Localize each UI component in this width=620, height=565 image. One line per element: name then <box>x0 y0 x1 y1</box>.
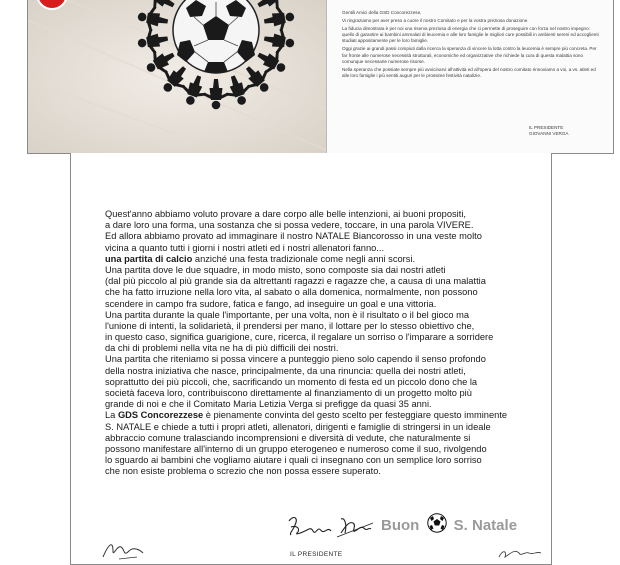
letter-line: vicina a quanto tutti i giorni i nostri atleti ed i nostri allenatori fanno... <box>105 242 385 253</box>
greeting-right: S. Natale <box>453 516 518 534</box>
card-illustration <box>28 0 326 153</box>
letter-line: grande di noi e che il Comitato Maria Letizia Verga si prefigge da quasi 35 anni. <box>105 399 432 410</box>
letter-line: Una partita che riteniamo si possa vincere a punteggio pieno solo capendo il senso profondo <box>105 354 486 365</box>
president-label: IL PRESIDENTE <box>290 551 343 558</box>
christmas-letter-card <box>70 153 552 565</box>
letter-line: da chi di problemi nella vita ne ha di più difficili dei nostri. <box>105 343 339 354</box>
letter-line: S. NATALE e chiede a tutti i propri atleti, allenatori, dirigenti e famiglie di stringersi in un ideale <box>105 421 491 432</box>
children-around-ball-illustration <box>28 0 326 153</box>
letter-paragraph: La fiducia dimostrata è per noi una riserva preziosa di energia che ci permette di proseguire con forza nel nostro impegno: quello di garantire ai bambini ammalati di leucemia e alle loro famiglie le migliori cure possibili in ambienti sereni ed accoglienti studiati appositamente per le loro famiglie. <box>342 26 599 44</box>
letter-line: che ha fatto irruzione nella loro vita, al sabato o alla domenica, normalmente, non possono <box>105 287 478 298</box>
letter-line: abbraccio comune tralasciando incomprensioni e diversità di vedute, che naturalmente si <box>105 432 471 443</box>
letter-line: soprattutto dei più piccoli, che, sacrificando un momento di festa ed un piccolo dono che la <box>105 376 478 387</box>
thank-you-signature <box>529 125 599 137</box>
letter-line: (dal più piccolo al più grande sia da altrettanti ragazzi e ragazze che, a causa di una malattia <box>105 276 486 287</box>
thank-you-letter-panel <box>327 0 613 153</box>
soccer-ball-icon <box>427 513 447 537</box>
letter-line: a dare loro una forma, una sostanza che si possa vedere, toccare, in una parola VIVERE. <box>105 220 474 231</box>
letter-line: Una partita dove le due squadre, in modo misto, sono composte sia dai nostri atleti <box>105 264 446 275</box>
christmas-greeting <box>381 515 517 537</box>
letter-line: La GDS Concorezzese è pienamente convinta del gesto scelto per festeggiare questo imminente <box>105 410 508 421</box>
letter-line: che non esiste problema o screzio che non possa essere superato. <box>105 466 381 477</box>
donation-card <box>27 0 614 154</box>
letter-line: in questo caso, significa guarigione, cure, ricerca, il regalare un sorriso o l'imparare a sorridere <box>105 332 494 343</box>
letter-line: lo sguardo ai bambini che vogliamo aiutare i quali ci insegnano con un semplice loro sorriso <box>105 455 482 466</box>
letter-paragraph: Vi ringraziamo per aver preso a cuore il nostro Comitato e per la vostra preziosa donazione. <box>342 18 529 24</box>
letter-line: scendere in campo fra sudore, fatica e fango, ad inseguire un goal e una vittoria. <box>105 298 437 309</box>
letter-line: una partita di calcio anziché una festa tradizionale come negli anni scorsi. <box>105 253 416 264</box>
signature-name: GIOVANNI VERGA <box>529 131 569 136</box>
letter-line: possono manifestare all'interno di un gruppo eterogeneo e numeroso come il suo, rivolgendo <box>105 443 487 454</box>
christmas-letter-body <box>105 209 545 478</box>
letter-footer <box>71 509 551 564</box>
left-signature-icon <box>99 537 159 563</box>
letter-line: Una partita durante la quale l'importante, per una volta, non è il risultato o il bel gioco ma <box>105 309 470 320</box>
letter-paragraph: Oggi grazie ai grandi passi compiuti dalla ricerca la speranza di vincere la lotta contro la leucemia è sempre più concreta. Per far fronte alle numerose necessità strutturali, economiche ed organizzative che richiede la cura di questa malattia sono comunque necessarie numerose risorse. <box>342 46 597 64</box>
letter-line: della nostra iniziativa che nasce, principalmente, da una rinuncia: quella dei nostri atleti, <box>105 365 466 376</box>
letter-paragraph: Nella speranza che possiate sempre più avvicinarvi all'attività ed all'opera del nostro comitato rinnoviamo a voi, a vs. atleti ed alle loro famiglie i più sentiti auguri per le prossime festività natalizie. <box>342 66 596 78</box>
signature-role: IL PRESIDENTE <box>529 125 564 130</box>
greeting-left: Buon <box>381 516 420 534</box>
letter-line: Quest'anno abbiamo voluto provare a dare corpo alle belle intenzioni, ai buoni propositi, <box>105 209 466 219</box>
thank-you-letter <box>342 10 599 81</box>
right-signature-icon <box>495 543 545 563</box>
president-signature-icon <box>285 511 377 543</box>
letter-paragraph: Gentili Amici della GSD Concorezzese, <box>342 10 422 15</box>
letter-line: l'unione di intenti, la solidarietà, il prendersi per mano, il lottare per lo stesso obiettivo che, <box>105 320 475 331</box>
letter-line: Ed allora abbiamo provato ad immaginare il nostro NATALE Biancorosso in una veste molto <box>105 231 482 242</box>
letter-line: società faceva loro, contribuiscono direttamente al finanziamento di un progetto molto più <box>105 388 472 398</box>
